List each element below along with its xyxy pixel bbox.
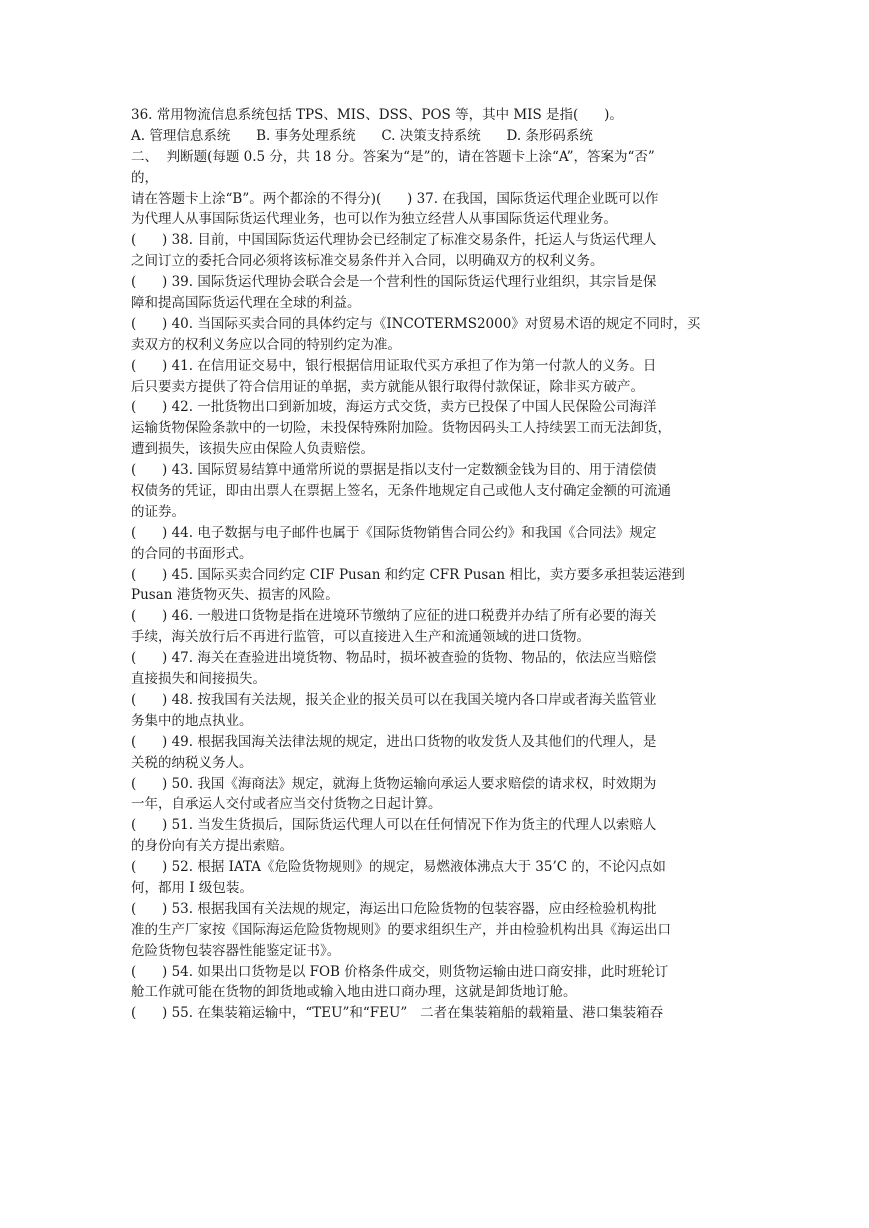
text-line: ( ) 42. 一批货物出口到新加坡，海运方式交货，卖方已投保了中国人民保险公司海洋	[131, 399, 657, 416]
text-line: ( ) 51. 当发生货损后，国际货运代理人可以在任何情况下作为货主的代理人以索赔人	[131, 817, 657, 834]
text-line: 之间订立的委托合同必须将该标准交易条件并入合同，以明确双方的权利义务。	[131, 253, 604, 270]
text-line: ( ) 48. 按我国有关法规，报关企业的报关员可以在我国关境内各口岸或者海关监管业	[131, 691, 657, 708]
text-line: ( ) 44. 电子数据与电子邮件也属于《国际货物销售合同公约》和我国《合同法》规定	[131, 524, 657, 541]
text-line: 准的生产厂家按《国际海运危险货物规则》的要求组织生产，并由检验机构出具《海运出口	[131, 921, 671, 938]
text-line: 的合同的书面形式。	[131, 545, 253, 562]
text-line: 何，都用 I 级包装。	[131, 879, 253, 896]
text-line: 二、 判断题(每题 0.5 分，共 18 分。答案为“是”的，请在答题卡上涂“A”，答案为“否”	[131, 148, 655, 165]
text-line: 遭到损失，该损失应由保险人负责赔偿。	[131, 441, 374, 458]
text-line: 关税的纳税义务人。	[131, 754, 253, 771]
text-line: ( ) 50. 我国《海商法》规定，就海上货物运输向承运人要求赔偿的请求权，时效期为	[131, 775, 657, 792]
text-line: ( ) 43. 国际贸易结算中通常所说的票据是指以支付一定数额金钱为目的、用于清偿债	[131, 462, 657, 479]
text-line: ( ) 40. 当国际买卖合同的具体约定与《INCOTERMS2000》对贸易术语的规定不同时，买	[131, 315, 701, 332]
text-line: 手续，海关放行后不再进行监管，可以直接进入生产和流通领域的进口货物。	[131, 629, 590, 646]
text-line: 的证券。	[131, 503, 185, 520]
text-line: 危险货物包装容器性能鉴定证书》。	[131, 942, 341, 959]
text-line: 请在答题卡上涂“B”。两个都涂的不得分)( ) 37. 在我国，国际货运代理企业既可以作	[131, 190, 659, 207]
text-line: ( ) 39. 国际货运代理协会联合会是一个营利性的国际货运代理行业组织，其宗旨是保	[131, 274, 657, 291]
text-line: 舱工作就可能在货物的卸货地或输入地由进口商办理，这就是卸货地订舱。	[131, 984, 577, 1001]
text-line: ( ) 55. 在集装箱运输中，“TEU”和“FEU” 二者在集装箱船的载箱量、港口集装箱吞	[131, 1005, 664, 1022]
text-line: 权债务的凭证，即由出票人在票据上签名，无条件地规定自己或他人支付确定金额的可流通	[131, 483, 671, 500]
text-line: ( ) 49. 根据我国海关法律法规的规定，进出口货物的收发货人及其他们的代理人，是	[131, 733, 657, 750]
text-line: 后只要卖方提供了符合信用证的单据，卖方就能从银行取得付款保证，除非买方破产。	[131, 378, 644, 395]
text-line: 卖双方的权利义务应以合同的特别约定为准。	[131, 336, 401, 353]
text-line: 直接损失和间接损失。	[131, 671, 266, 688]
text-line: ( ) 47. 海关在查验进出境货物、物品时，损坏被查验的货物、物品的，依法应当赔偿	[131, 650, 657, 667]
text-line: 一年，自承运人交付或者应当交付货物之日起计算。	[131, 796, 442, 813]
text-line: ( ) 54. 如果出口货物是以 FOB 价格条件成交，则货物运输由进口商安排，此时班轮订	[131, 963, 669, 980]
text-line: ( ) 45. 国际买卖合同约定 CIF Pusan 和约定 CFR Pusan 相比，卖方要多承担装运港到	[131, 566, 685, 583]
exam-text-body	[131, 105, 741, 1024]
text-line: A. 管理信息系统 B. 事务处理系统 C. 决策支持系统 D. 条形码系统	[131, 127, 593, 144]
text-line: 务集中的地点执业。	[131, 712, 253, 729]
text-line: ( ) 38. 目前，中国国际货运代理协会已经制定了标准交易条件，托运人与货运代理人	[131, 232, 657, 249]
text-line: 运输货物保险条款中的一切险，未投保特殊附加险。货物因码头工人持续罢工而无法卸货，	[131, 420, 671, 437]
text-line: ( ) 41. 在信用证交易中，银行根据信用证取代买方承担了作为第一付款人的义务。日	[131, 357, 657, 374]
text-line: ( ) 52. 根据 IATA《危险货物规则》的规定，易燃液体沸点大于 35’C 的，不论闪点如	[131, 859, 666, 876]
text-line: ( ) 53. 根据我国有关法规的规定，海运出口危险货物的包装容器，应由经检验机构批	[131, 900, 657, 917]
text-line: 36. 常用物流信息系统包括 TPS、MIS、DSS、POS 等，其中 MIS 是指( )。	[131, 107, 623, 123]
text-line: Pusan 港货物灭失、损害的风险。	[131, 587, 339, 604]
text-line: 为代理人从事国际货运代理业务，也可以作为独立经营人从事国际货运代理业务。	[131, 211, 617, 228]
text-line: 的身份向有关方提出索赔。	[131, 838, 293, 855]
text-line: 障和提高国际货运代理在全球的利益。	[131, 295, 361, 312]
text-line: ( ) 46. 一般进口货物是指在进境环节缴纳了应征的进口税费并办结了所有必要的海关	[131, 608, 657, 625]
text-line: 的，	[131, 169, 158, 186]
